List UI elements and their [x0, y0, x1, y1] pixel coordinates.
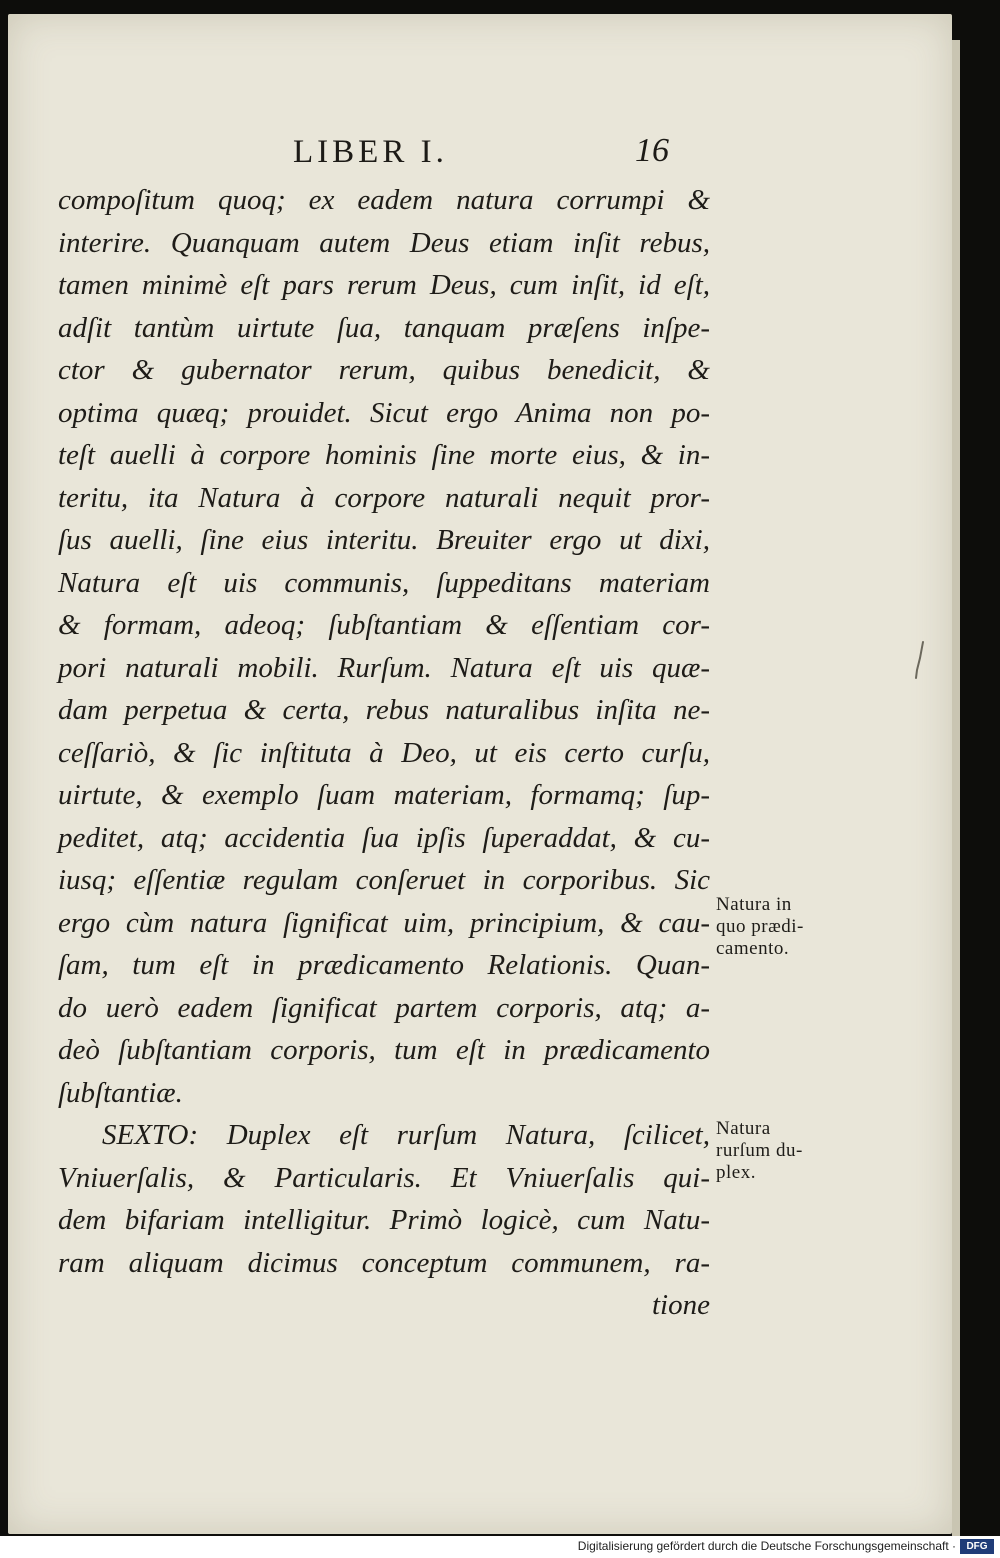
- dfg-logo: DFG: [960, 1539, 994, 1554]
- text-line: optima quæq; prouidet. Sicut ergo Anima non po-: [58, 396, 710, 429]
- text-line: deò ſubſtantiam corporis, tum eſt in prædicamento: [58, 1034, 710, 1066]
- page-number: 16: [635, 132, 669, 169]
- text-line: ergo cùm natura ſignificat uim, principium, & cau-: [58, 906, 710, 939]
- pencil-mark-icon: [911, 640, 929, 680]
- text-line-paragraph-end: ſubſtantiæ.: [58, 1076, 183, 1109]
- running-head: LIBER I.: [293, 134, 448, 170]
- marginal-note-line: Natura: [716, 1118, 771, 1139]
- text-line: tamen minimè eſt pars rerum Deus, cum inſit, id eſt,: [58, 269, 710, 301]
- text-line: interire. Quanquam autem Deus etiam inſit rebus,: [58, 226, 710, 259]
- text-line: iusq; eſſentiæ regulam conſeruet in corporibus. Sic: [58, 864, 710, 896]
- marginal-note: [716, 1118, 854, 1184]
- text-line: ram aliquam dicimus conceptum communem, ra-: [58, 1246, 710, 1279]
- main-text-block: [58, 179, 710, 1327]
- marginal-note-line: camento.: [716, 938, 790, 959]
- text-line: ctor & gubernator rerum, quibus benedicit, &: [58, 354, 710, 386]
- digitization-footer: [0, 1536, 1000, 1558]
- book-page: [8, 14, 952, 1534]
- marginal-note: [716, 894, 854, 960]
- marginal-note-line: Natura in: [716, 894, 792, 915]
- text-line: & formam, adeoq; ſubſtantiam & eſſentiam cor-: [58, 609, 710, 641]
- text-line: pori naturali mobili. Rurſum. Natura eſt uis quæ-: [58, 651, 710, 684]
- text-line: uirtute, & exemplo ſuam materiam, formamq; ſup-: [58, 779, 710, 811]
- text-line: teritu, ita Natura à corpore naturali nequit pror-: [58, 481, 710, 514]
- marginal-note-line: quo prædi-: [716, 916, 804, 937]
- text-line: do uerò eadem ſignificat partem corporis, atq; a-: [58, 991, 710, 1024]
- text-line: dam perpetua & certa, rebus naturalibus inſita ne-: [58, 694, 710, 726]
- footer-credit: Digitalisierung gefördert durch die Deutsche Forschungsgemeinschaft ·: [577, 1539, 956, 1553]
- marginal-note-line: plex.: [716, 1162, 756, 1183]
- text-line-paragraph-start: SEXTO: Duplex eſt rurſum Natura, ſcilicet,: [102, 1119, 710, 1151]
- text-line: compoſitum quoq; ex eadem natura corrumpi &: [58, 184, 710, 216]
- catchword: tione: [652, 1289, 710, 1321]
- text-line: peditet, atq; accidentia ſua ipſis ſuperaddat, & cu-: [58, 821, 710, 854]
- text-line: adſit tantùm uirtute ſua, tanquam præſens inſpe-: [58, 311, 710, 344]
- text-line: teſt auelli à corpore hominis ſine morte eius, & in-: [58, 439, 710, 471]
- text-line: ſam, tum eſt in prædicamento Relationis. Quan-: [58, 949, 710, 981]
- text-line: ceſſariò, & ſic inſtituta à Deo, ut eis certo curſu,: [58, 736, 710, 769]
- text-line: Natura eſt uis communis, ſuppeditans materiam: [58, 566, 710, 599]
- marginal-note-line: rurſum du-: [716, 1140, 803, 1161]
- text-line: ſus auelli, ſine eius interitu. Breuiter ergo ut dixi,: [58, 524, 710, 556]
- text-line: dem bifariam intelligitur. Primò logicè, cum Natu-: [58, 1204, 710, 1236]
- page-edge: [952, 40, 960, 1540]
- text-line: Vniuerſalis, & Particularis. Et Vniuerſalis qui-: [58, 1161, 710, 1194]
